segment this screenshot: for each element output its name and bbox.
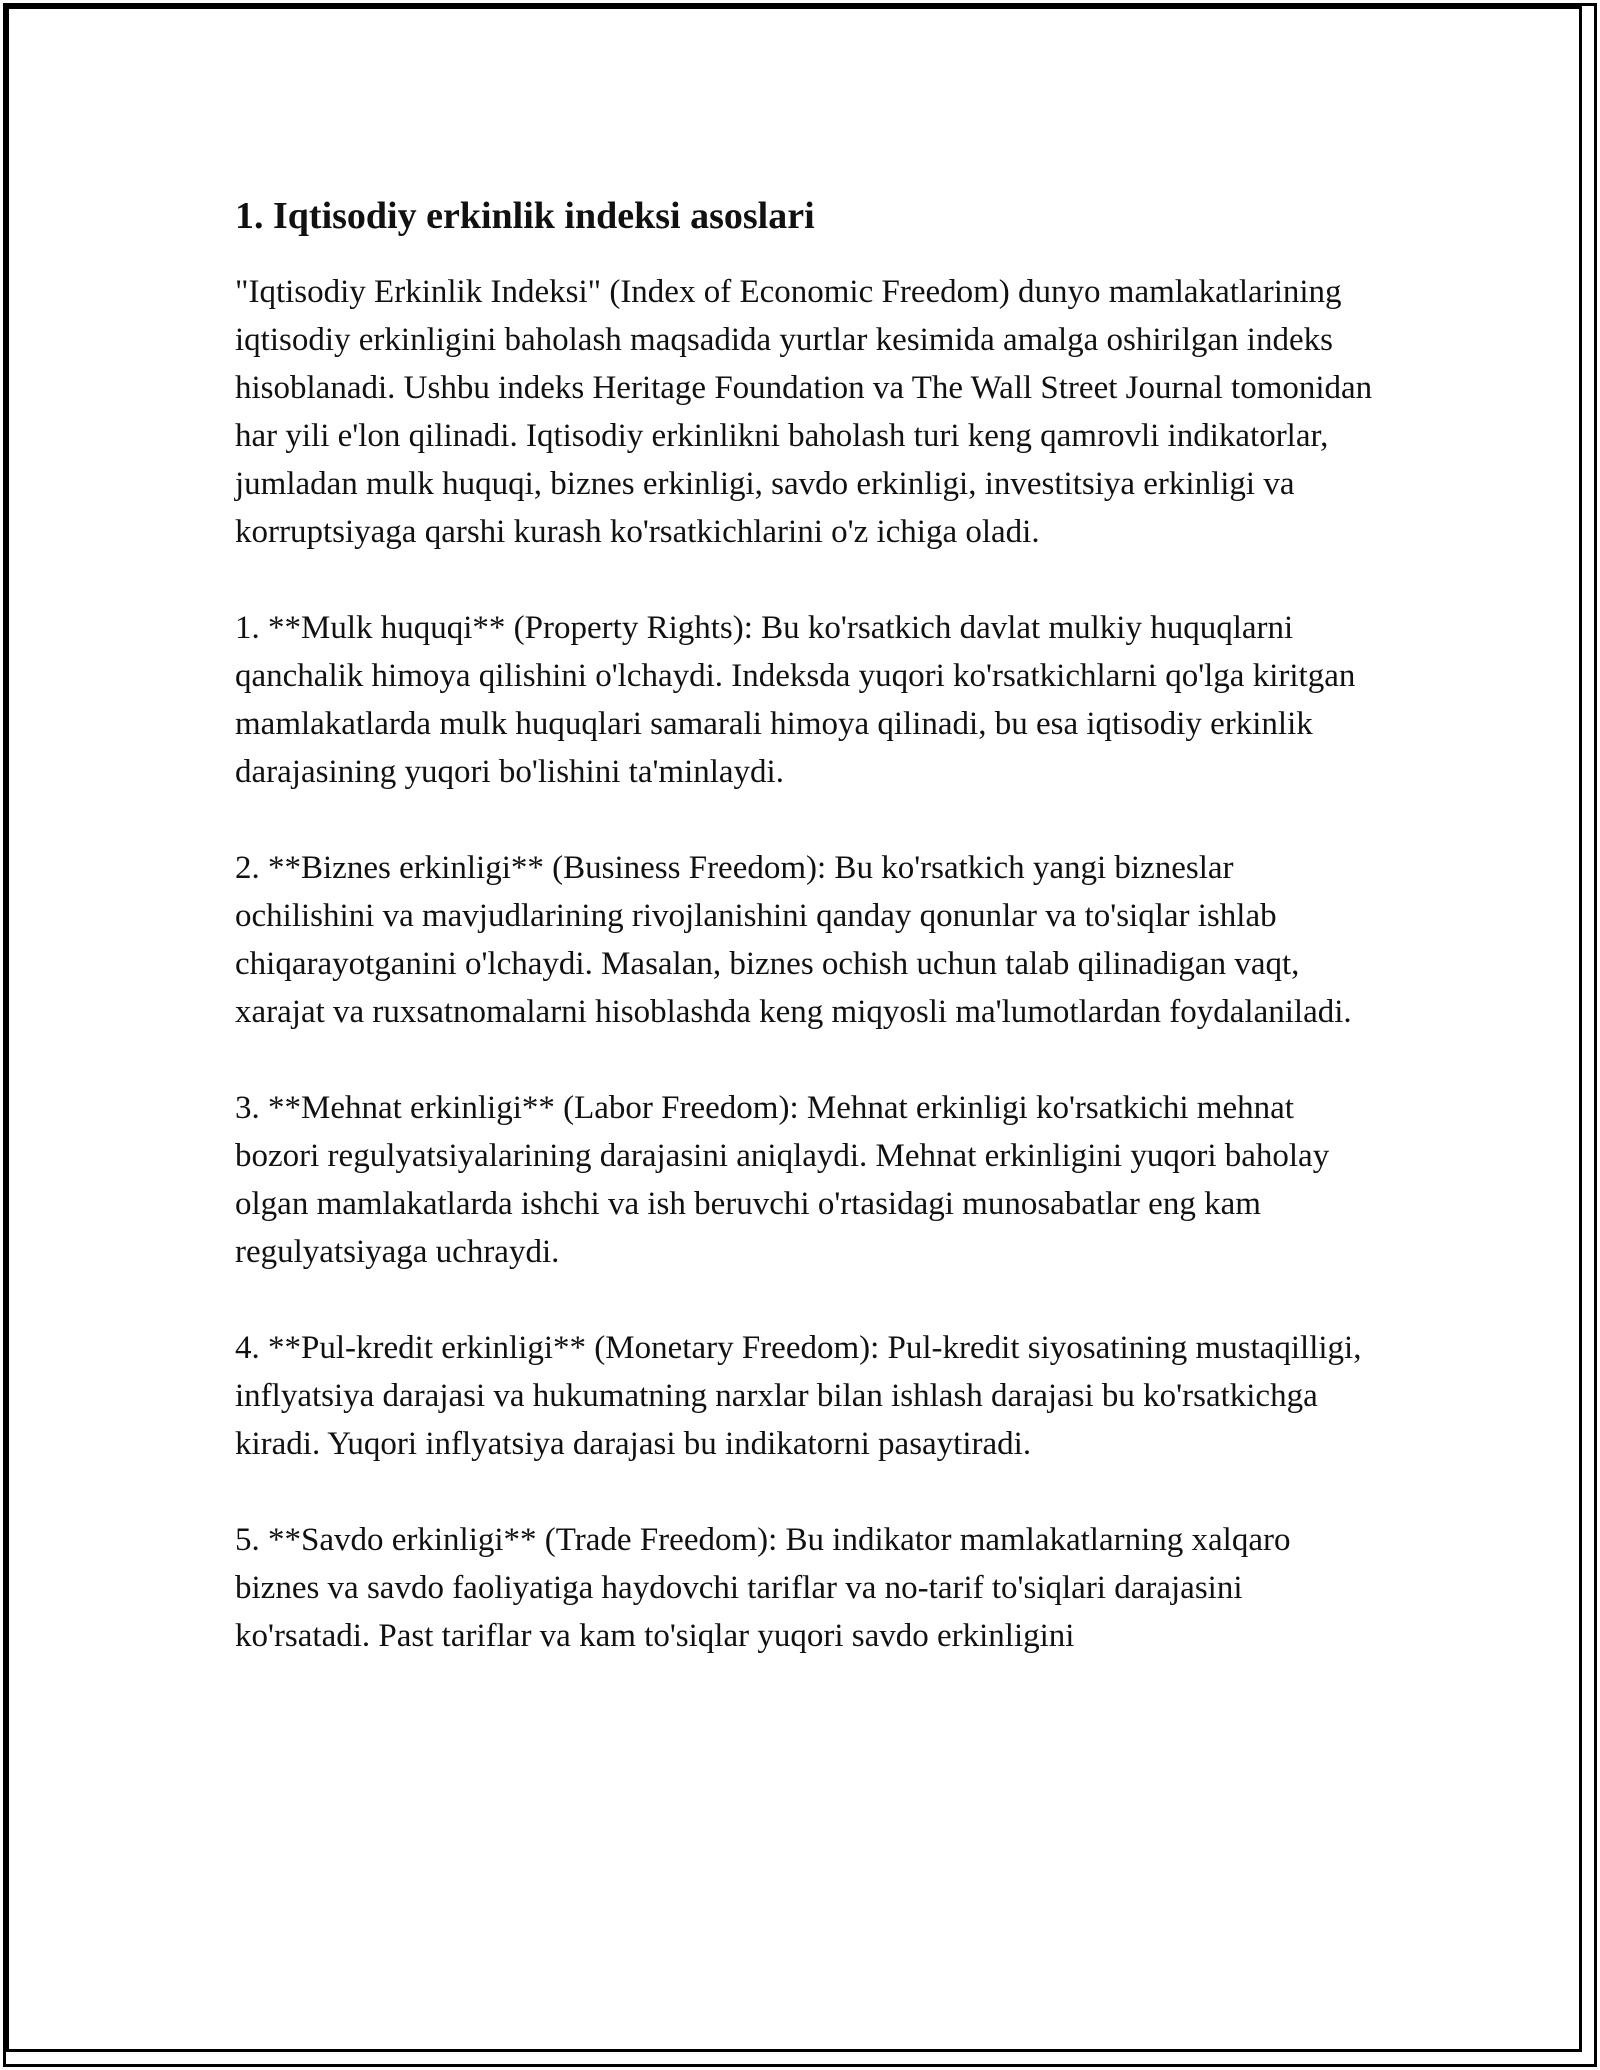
- intro-paragraph: "Iqtisodiy Erkinlik Indeksi" (Index of Economic Freedom) dunyo mamlakatlarining iqtisodiy erkinligini baholash maqsadida yurtlar kesimida amalga oshirilgan indeks hisoblanadi. Ushbu indeks Heritage Foundation va The Wall Street Journal tomonidan har yili e'lon qilinadi. Iqtisodiy erkinlikni baholash turi keng qamrovli indikatorlar, jumladan mulk huquqi, biznes erkinligi, savdo erkinligi, investitsiya erkinligi va korruptsiyaga qarshi kurash ko'rsatkichlarini o'z ichiga oladi.: [235, 274, 1373, 550]
- business-freedom-paragraph: 2. **Biznes erkinligi** (Business Freedom): Bu ko'rsatkich yangi bizneslar ochilishini va mavjudlarining rivojlanishini qanday qonunlar va to'siqlar ishlab chiqarayotganini o'lchaydi. Masalan, biznes ochish uchun talab qilinadigan vaqt, xarajat va ruxsatnomalarni hisoblashda keng miqyosli ma'lumotlardan foydalaniladi.: [235, 850, 1352, 1030]
- trade-freedom-paragraph: 5. **Savdo erkinligi** (Trade Freedom): Bu indikator mamlakatlarning xalqaro biznes va savdo faoliyatiga haydovchi tariflar va no-tarif to'siqlari darajasini ko'rsatadi. Past tariflar va kam to'siqlar yuqori savdo erkinligini: [235, 1522, 1291, 1654]
- section-heading: 1. Iqtisodiy erkinlik indeksi asoslari: [235, 195, 815, 237]
- property-rights-paragraph: 1. **Mulk huquqi** (Property Rights): Bu ko'rsatkich davlat mulkiy huquqlarni qanchalik himoya qilishini o'lchaydi. Indeksda yuqori ko'rsatkichlarni qo'lga kiritgan mamlakatlarda mulk huquqlari samarali himoya qilinadi, bu esa iqtisodiy erkinlik darajasining yuqori bo'lishini ta'minlaydi.: [235, 610, 1356, 790]
- monetary-freedom-paragraph: 4. **Pul-kredit erkinligi** (Monetary Freedom): Pul-kredit siyosatining mustaqilligi, inflyatsiya darajasi va hukumatning narxlar bilan ishlash darajasi bu ko'rsatkichga kiradi. Yuqori inflyatsiya darajasi bu indikatorni pasaytiradi.: [235, 1330, 1362, 1462]
- document-body: [235, 186, 1375, 1708]
- labor-freedom-paragraph: 3. **Mehnat erkinligi** (Labor Freedom): Mehnat erkinligi ko'rsatkichi mehnat bozori regulyatsiyalarining darajasini aniqlaydi. Mehnat erkinligini yuqori baholay olgan mamlakatlarda ishchi va ish beruvchi o'rtasidagi munosabatlar eng kam regulyatsiyaga uchraydi.: [235, 1090, 1330, 1270]
